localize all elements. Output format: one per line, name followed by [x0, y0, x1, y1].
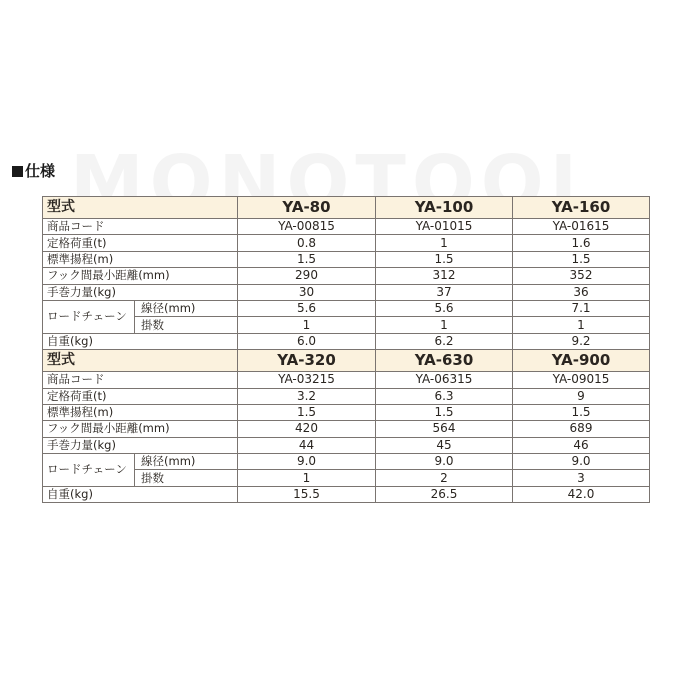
standard-lift-value: 1.5 — [513, 404, 650, 420]
product-code-row — [43, 372, 650, 388]
hook-min-distance-label: フック間最小距離(mm) — [43, 268, 238, 284]
hook-min-distance-row — [43, 268, 650, 284]
model-name: YA-900 — [513, 350, 650, 372]
hand-force-row — [43, 284, 650, 300]
rated-load-value: 1.6 — [513, 235, 650, 251]
falls-value: 3 — [513, 470, 650, 486]
hook-min-distance-value: 312 — [376, 268, 513, 284]
wire-diameter-value: 5.6 — [238, 300, 376, 316]
product-code-label: 商品コード — [43, 372, 238, 388]
wire-diameter-row — [43, 454, 650, 470]
hook-min-distance-value: 689 — [513, 421, 650, 437]
rated-load-value: 0.8 — [238, 235, 376, 251]
rated-load-row — [43, 388, 650, 404]
product-code-label: 商品コード — [43, 219, 238, 235]
rated-load-value: 1 — [376, 235, 513, 251]
product-code-value: YA-01615 — [513, 219, 650, 235]
weight-value: 15.5 — [238, 486, 376, 502]
product-code-value: YA-03215 — [238, 372, 376, 388]
rated-load-value: 9 — [513, 388, 650, 404]
wire-diameter-row — [43, 300, 650, 316]
rated-load-label: 定格荷重(t) — [43, 235, 238, 251]
standard-lift-value: 1.5 — [238, 404, 376, 420]
wire-diameter-value: 7.1 — [513, 300, 650, 316]
hook-min-distance-row — [43, 421, 650, 437]
load-chain-label: ロードチェーン — [43, 454, 135, 487]
standard-lift-value: 1.5 — [376, 251, 513, 267]
weight-value: 26.5 — [376, 486, 513, 502]
falls-value: 1 — [513, 317, 650, 333]
model-label: 型式 — [43, 350, 238, 372]
falls-row — [43, 317, 650, 333]
standard-lift-row — [43, 404, 650, 420]
standard-lift-label: 標準揚程(m) — [43, 404, 238, 420]
falls-value: 2 — [376, 470, 513, 486]
hook-min-distance-label: フック間最小距離(mm) — [43, 421, 238, 437]
rated-load-value: 6.3 — [376, 388, 513, 404]
hand-force-value: 30 — [238, 284, 376, 300]
model-name: YA-320 — [238, 350, 376, 372]
hand-force-value: 36 — [513, 284, 650, 300]
standard-lift-value: 1.5 — [376, 404, 513, 420]
model-header-row — [43, 197, 650, 219]
weight-value: 6.2 — [376, 333, 513, 349]
weight-label: 自重(kg) — [43, 486, 238, 502]
hook-min-distance-value: 420 — [238, 421, 376, 437]
model-name: YA-630 — [376, 350, 513, 372]
product-code-value: YA-00815 — [238, 219, 376, 235]
product-code-value: YA-09015 — [513, 372, 650, 388]
falls-value: 1 — [238, 470, 376, 486]
rated-load-row — [43, 235, 650, 251]
model-header-row — [43, 350, 650, 372]
load-chain-label: ロードチェーン — [43, 300, 135, 333]
falls-label: 掛数 — [135, 470, 238, 486]
hook-min-distance-value: 290 — [238, 268, 376, 284]
weight-row — [43, 333, 650, 349]
product-code-value: YA-06315 — [376, 372, 513, 388]
section-title — [12, 160, 55, 181]
wire-diameter-label: 線径(mm) — [135, 454, 238, 470]
weight-label: 自重(kg) — [43, 333, 238, 349]
standard-lift-value: 1.5 — [238, 251, 376, 267]
rated-load-value: 3.2 — [238, 388, 376, 404]
falls-value: 1 — [238, 317, 376, 333]
wire-diameter-label: 線径(mm) — [135, 300, 238, 316]
model-name: YA-80 — [238, 197, 376, 219]
falls-value: 1 — [376, 317, 513, 333]
hook-min-distance-value: 564 — [376, 421, 513, 437]
hand-force-label: 手巻力量(kg) — [43, 284, 238, 300]
falls-row — [43, 470, 650, 486]
black-square-icon — [12, 166, 23, 177]
hand-force-value: 44 — [238, 437, 376, 453]
standard-lift-label: 標準揚程(m) — [43, 251, 238, 267]
standard-lift-row — [43, 251, 650, 267]
wire-diameter-value: 5.6 — [376, 300, 513, 316]
model-label: 型式 — [43, 197, 238, 219]
weight-value: 6.0 — [238, 333, 376, 349]
product-code-row — [43, 219, 650, 235]
rated-load-label: 定格荷重(t) — [43, 388, 238, 404]
section-title-text: 仕様 — [25, 162, 56, 180]
hand-force-value: 45 — [376, 437, 513, 453]
wire-diameter-value: 9.0 — [238, 454, 376, 470]
model-name: YA-160 — [513, 197, 650, 219]
hook-min-distance-value: 352 — [513, 268, 650, 284]
standard-lift-value: 1.5 — [513, 251, 650, 267]
model-name: YA-100 — [376, 197, 513, 219]
hand-force-label: 手巻力量(kg) — [43, 437, 238, 453]
falls-label: 掛数 — [135, 317, 238, 333]
hand-force-value: 37 — [376, 284, 513, 300]
spec-table — [42, 196, 650, 503]
weight-row — [43, 486, 650, 502]
weight-value: 9.2 — [513, 333, 650, 349]
wire-diameter-value: 9.0 — [376, 454, 513, 470]
hand-force-value: 46 — [513, 437, 650, 453]
weight-value: 42.0 — [513, 486, 650, 502]
hand-force-row — [43, 437, 650, 453]
product-code-value: YA-01015 — [376, 219, 513, 235]
wire-diameter-value: 9.0 — [513, 454, 650, 470]
